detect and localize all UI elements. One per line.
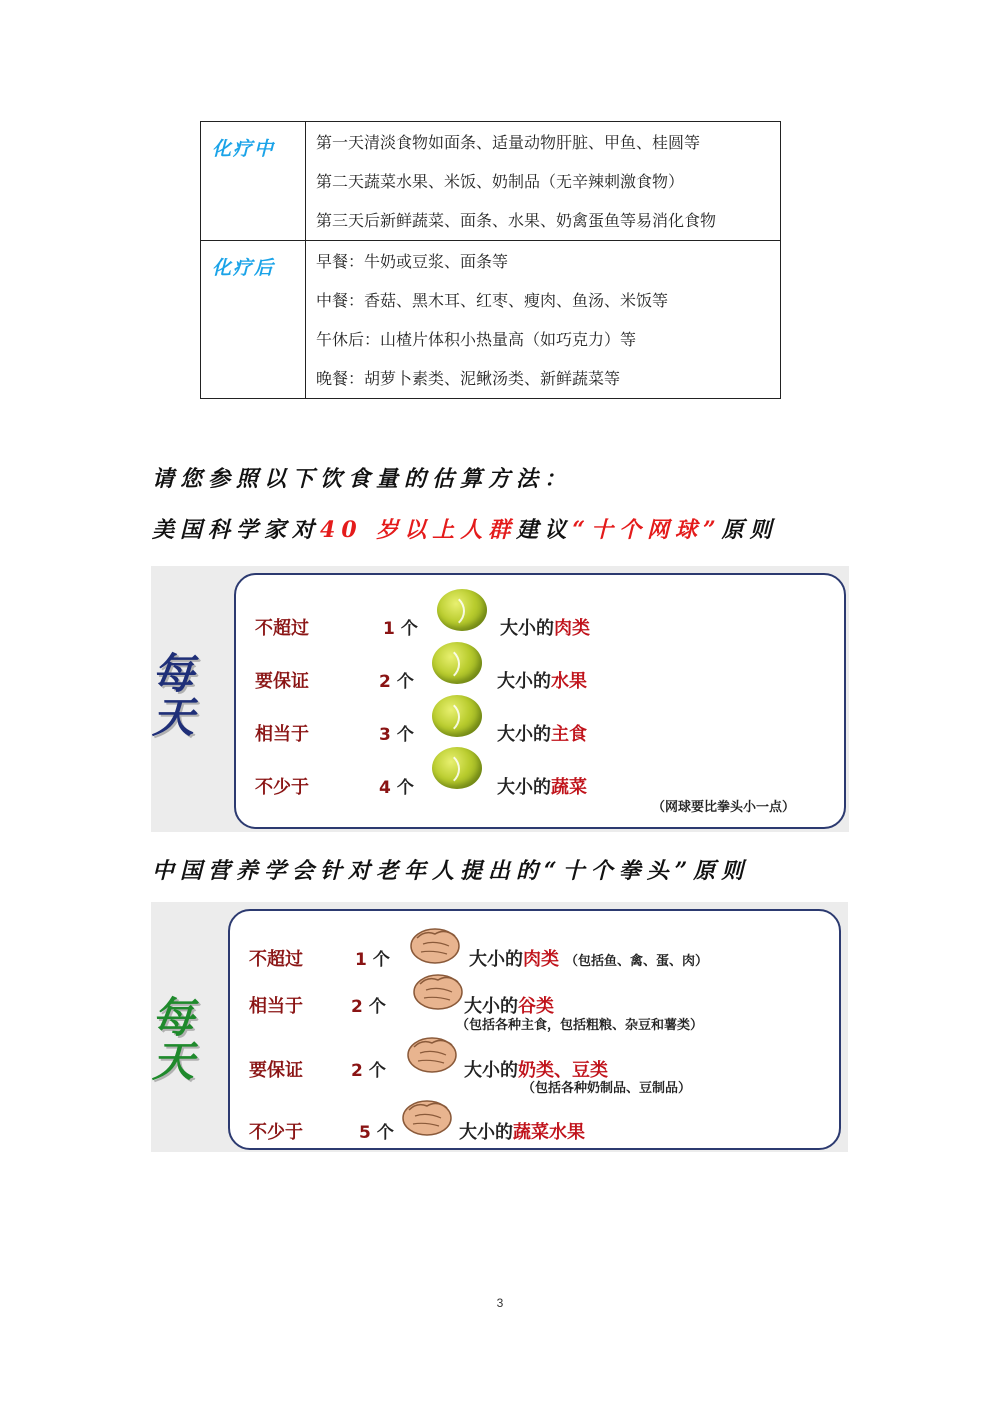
diet-schedule-table — [200, 121, 781, 399]
daily-label: 每天 — [152, 649, 195, 742]
tennis-ball-heading — [152, 513, 778, 544]
row-lead: 要保证 — [249, 1060, 303, 1081]
table-row — [201, 241, 781, 399]
table-line: 第二天蔬菜水果、米饭、奶制品（无辛辣刺激食物） — [316, 172, 685, 191]
fist-icon — [404, 1031, 460, 1075]
row-count: 2 个 — [379, 672, 414, 692]
heading-text: 美国科学家对 — [152, 517, 321, 543]
fist-heading: 中国营养学会针对老年人提出的“十个拳头”原则 — [152, 858, 750, 884]
row-lead: 不超过 — [249, 949, 303, 970]
page-number: 3 — [496, 1296, 504, 1310]
row-lead: 相当于 — [255, 724, 309, 745]
fist-icon — [410, 968, 466, 1012]
daily-label: 每天 — [152, 993, 195, 1086]
row-lead: 要保证 — [255, 671, 309, 692]
table-line: 早餐：牛奶或豆浆、面条等 — [316, 252, 509, 271]
row-count: 2 个 — [351, 1061, 386, 1081]
row-lead: 相当于 — [249, 996, 303, 1017]
table-line: 第三天后新鲜蔬菜、面条、水果、奶禽蛋鱼等易消化食物 — [316, 211, 717, 230]
row-count: 3 个 — [379, 725, 414, 745]
fist-icon — [399, 1094, 455, 1138]
tennis-ball-icon — [432, 747, 482, 789]
row-count: 1 个 — [383, 619, 418, 639]
phase-label: 化疗后 — [212, 257, 276, 279]
row-size: 大小的蔬菜水果 — [459, 1122, 585, 1143]
row-lead: 不少于 — [255, 777, 309, 798]
table-row — [201, 122, 781, 241]
table-line: 晚餐：胡萝卜素类、泥鳅汤类、新鲜蔬菜等 — [316, 369, 621, 388]
row-lead: 不超过 — [255, 618, 309, 639]
tennis-ball-icon — [432, 642, 482, 684]
row-lead: 不少于 — [249, 1122, 303, 1143]
list-item — [249, 945, 829, 975]
estimation-heading: 请您参照以下饮食量的估算方法： — [152, 466, 573, 492]
heading-highlight: “十个网球” — [572, 517, 722, 543]
row-count: 5 个 — [359, 1123, 394, 1143]
tennis-ball-icon — [437, 589, 487, 631]
row-subnote: （包括各种奶制品、豆制品） — [522, 1081, 692, 1096]
phase-cell — [201, 241, 306, 399]
table-line: 午休后：山楂片体积小热量高（如巧克力）等 — [316, 330, 637, 349]
row-count: 1 个 — [355, 950, 390, 970]
heading-text: 建议 — [516, 517, 573, 543]
table-line: 中餐：香菇、黑木耳、红枣、瘦肉、鱼汤、米饭等 — [316, 291, 669, 310]
content-cell — [306, 241, 781, 399]
row-size: 大小的蔬菜 — [497, 777, 587, 798]
row-size: 大小的主食 — [497, 724, 587, 745]
phase-label: 化疗中 — [212, 138, 276, 160]
content-cell — [306, 122, 781, 241]
tennis-ball-footnote: （网球要比拳头小一点） — [652, 800, 796, 815]
list-item — [255, 614, 835, 644]
row-size: 大小的肉类 （包括鱼、禽、蛋、肉） — [469, 949, 709, 970]
heading-text: 原则 — [721, 517, 778, 543]
row-subnote: （包括各种主食，包括粗粮、杂豆和薯类） — [456, 1018, 704, 1033]
row-count: 2 个 — [351, 997, 386, 1017]
heading-highlight: 40 岁以上人群 — [320, 517, 517, 543]
list-item — [255, 667, 835, 697]
row-size: 大小的谷类 — [464, 996, 554, 1017]
row-size: 大小的奶类、豆类 — [464, 1060, 608, 1081]
phase-cell — [201, 122, 306, 241]
list-item — [255, 720, 835, 750]
list-item — [249, 1118, 829, 1148]
row-size: 大小的肉类 — [500, 618, 590, 639]
row-count: 4 个 — [379, 778, 414, 798]
row-size: 大小的水果 — [497, 671, 587, 692]
fist-icon — [407, 922, 463, 966]
table-line: 第一天清淡食物如面条、适量动物肝脏、甲鱼、桂圆等 — [316, 133, 701, 152]
tennis-ball-icon — [432, 695, 482, 737]
